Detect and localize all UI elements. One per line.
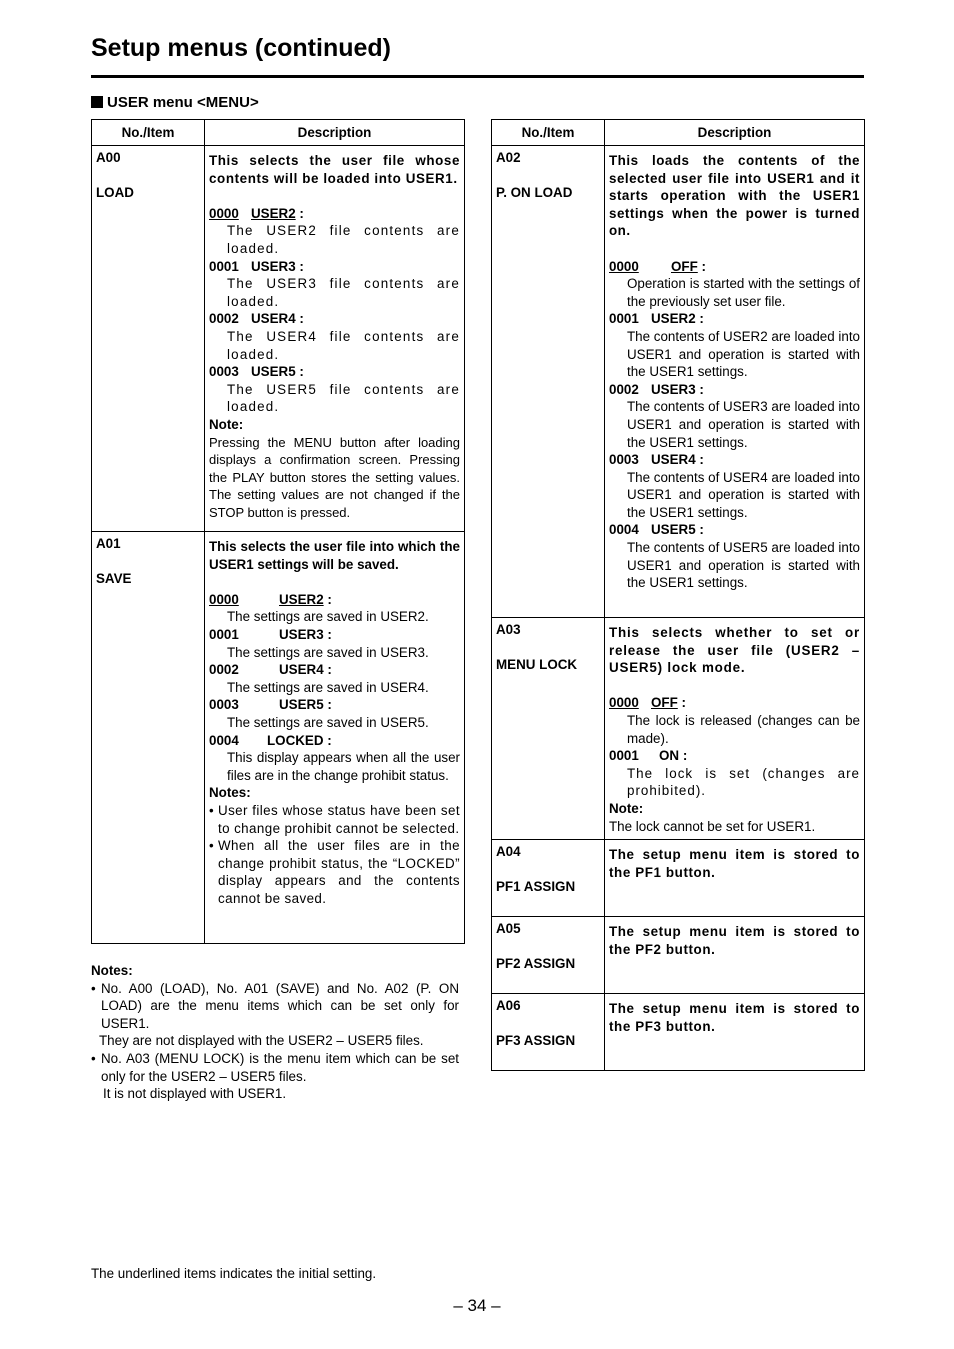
- option-desc: The USER3 file contents are loaded.: [227, 276, 460, 309]
- item-number: A03: [496, 622, 521, 637]
- list-item: • User files whose status have been set to change prohibit cannot be selected.: [209, 802, 460, 836]
- item-name: SAVE: [96, 570, 132, 586]
- option-name: USER2: [251, 205, 296, 221]
- option-name: USER3: [251, 258, 296, 274]
- item-number: A00: [96, 150, 121, 165]
- option-name: USER2: [279, 591, 324, 607]
- option-name: OFF: [671, 258, 698, 274]
- option-code: 0004: [209, 732, 239, 748]
- item-intro: This loads the contents of the selected user file into USER1 and it starts operation with the USER1 settings when the power is turned on.: [609, 153, 860, 239]
- option-desc: The settings are saved in USER2.: [227, 609, 429, 625]
- item-intro: The setup menu item is stored to the PF2 button.: [609, 924, 860, 957]
- option-code: 0000: [609, 258, 639, 274]
- title-rule: [91, 75, 864, 78]
- left-menu-table: [91, 119, 465, 944]
- table-row-a02: A02 P. ON LOAD This loads the contents of the selected user file into USER1 and it starts operation with the USER1 settings when the power is turned on. 0000 OFF : Operation is started with the settings of the previously set user file. 0001 USER2 : The contents of USER2 are loaded into USER1 and operation is started with the USER1 settings. 0002 USER3 : The contents of USER3 are loaded into USER1 and operation is started with the USER1 settings. 0003 USER4 : The contents of USER4 are loaded into USER1 and operation is started with the USER1 settings. 0004 USER5 : The contents of USER5 are loaded into USER1 and operation is started with the USER1 settings.: [492, 146, 865, 618]
- footer-note: The underlined items indicates the initial setting.: [91, 1266, 377, 1281]
- option-code: 0001: [209, 626, 239, 642]
- option-desc: Operation is started with the settings of the previously set user file.: [627, 276, 860, 309]
- list-item: • No. A00 (LOAD), No. A01 (SAVE) and No. A02 (P. ON LOAD) are the menu items which can be set only for USER1.: [91, 980, 459, 1031]
- table-row-a01: A01 SAVE This selects the user file into which the USER1 settings will be saved. 0000 USER2 : The settings are saved in USER2. 0001 USER3 : The settings are saved in USER3. 0002 USER4 : The settings are saved in USER4. 0003 USER5 : The settings are saved in USER5. 0004 LOCKED : This display appears when all the user files are in the change prohibit status. Notes: • User files whose status have been set to change prohibit cannot be selected. • When all the user files are in the change prohibit status, the “LOCKED” display appears and the contents cannot be saved.: [92, 532, 465, 944]
- option-desc: The lock is released (changes can be made).: [627, 712, 860, 746]
- table-row-a00: A00 LOAD This selects the user file whose contents will be loaded into USER1. 0000 USER2 : The USER2 file contents are loaded. 0001 USER3 : The USER3 file contents are loaded. 0002 USER4 : The USER4 file contents are loaded. 0003 USER5 : The USER5 file contents are loaded. Note: Pressing the MENU button after loading displays a confirmation screen. Pressing the PLAY button stores the setting values. The setting values are not changed if the STOP button is pressed.: [92, 146, 465, 532]
- option-desc: The contents of USER4 are loaded into USER1 and operation is started with the USER1 settings.: [627, 469, 860, 520]
- col-header-desc: Description: [205, 120, 465, 146]
- page-number: – 34 –: [453, 1296, 501, 1315]
- option-desc: The settings are saved in USER3.: [227, 644, 429, 660]
- col-header-no: No./Item: [92, 120, 205, 146]
- option-name: USER2: [651, 311, 696, 327]
- option-desc: The USER5 file contents are loaded.: [227, 381, 460, 415]
- option-code: 0000: [609, 695, 639, 711]
- item-name: PF3 ASSIGN: [496, 1032, 576, 1048]
- option-desc: The settings are saved in USER4.: [227, 679, 429, 695]
- item-intro: The setup menu item is stored to the PF1 button.: [609, 847, 860, 880]
- square-bullet-icon: [91, 96, 103, 108]
- item-number: A05: [496, 921, 521, 937]
- option-desc: The contents of USER2 are loaded into USER1 and operation is started with the USER1 settings.: [627, 328, 860, 380]
- note-continuation: They are not displayed with the USER2 – USER5 files.: [99, 1033, 424, 1049]
- note-continuation: It is not displayed with USER1.: [103, 1086, 287, 1102]
- option-code: 0001: [609, 748, 639, 764]
- option-name: USER5: [279, 697, 324, 713]
- option-name: USER5: [251, 364, 296, 380]
- option-desc: The USER4 file contents are loaded.: [227, 328, 460, 362]
- note-label: Note:: [609, 800, 644, 816]
- option-code: 0002: [209, 311, 239, 327]
- option-code: 0004: [609, 522, 639, 538]
- item-number: A04: [496, 844, 521, 860]
- item-number: A01: [96, 536, 121, 551]
- option-name: USER3: [651, 381, 696, 397]
- option-desc: The contents of USER5 are loaded into USER1 and operation is started with the USER1 settings.: [627, 540, 860, 591]
- option-name: OFF: [651, 695, 678, 711]
- table-row-a04: [492, 840, 865, 917]
- option-code: 0003: [609, 452, 639, 468]
- option-code: 0003: [209, 364, 239, 380]
- item-intro: This selects the user file whose contents will be loaded into USER1.: [209, 153, 460, 186]
- option-code: 0002: [609, 381, 639, 397]
- table-row-a03: A03 MENU LOCK This selects whether to set or release the user file (USER2 – USER5) lock mode. 0000 OFF : The lock is released (changes can be made). 0001 ON : The lock is set (changes are prohibited). Note: The lock cannot be set for USER1.: [492, 618, 865, 840]
- note-label: Note:: [209, 416, 244, 432]
- option-name: ON: [659, 748, 680, 764]
- item-intro: This selects the user file into which the USER1 settings will be saved.: [209, 539, 460, 572]
- section-heading: [91, 94, 259, 111]
- option-name: USER3: [279, 626, 324, 642]
- option-name: USER4: [651, 452, 696, 468]
- item-number: A06: [496, 998, 521, 1014]
- list-item: • No. A03 (MENU LOCK) is the menu item which can be set only for the USER2 – USER5 files.: [91, 1050, 459, 1084]
- section-label: USER menu <MENU>: [107, 94, 259, 111]
- item-name: MENU LOCK: [496, 656, 578, 672]
- option-desc: The contents of USER3 are loaded into USER1 and operation is started with the USER1 settings.: [627, 399, 860, 450]
- item-intro: This selects whether to set or release the user file (USER2 – USER5) lock mode.: [609, 625, 860, 676]
- right-menu-table: [491, 119, 865, 1071]
- option-desc: The USER2 file contents are loaded.: [227, 223, 460, 256]
- table-row-a06: [492, 994, 865, 1071]
- option-name: USER5: [651, 522, 696, 538]
- option-code: 0003: [209, 697, 239, 713]
- option-code: 0002: [209, 662, 239, 678]
- notes-label: Notes:: [209, 785, 251, 801]
- col-header-no: No./Item: [492, 120, 605, 146]
- table-row-a05: [492, 917, 865, 994]
- item-number: A02: [496, 150, 521, 165]
- option-code: 0001: [609, 311, 639, 327]
- item-name: PF1 ASSIGN: [496, 878, 576, 894]
- option-desc: The lock is set (changes are prohibited).: [627, 765, 860, 799]
- notes-label: Notes:: [91, 963, 133, 978]
- option-code: 0001: [209, 258, 239, 274]
- item-intro: The setup menu item is stored to the PF3 button.: [609, 1001, 860, 1034]
- note-text: The lock cannot be set for USER1.: [609, 818, 816, 834]
- item-name: PF2 ASSIGN: [496, 955, 576, 971]
- item-name: LOAD: [96, 184, 134, 200]
- option-code: 0000: [209, 591, 239, 607]
- list-item: • When all the user files are in the change prohibit status, the “LOCKED” display appears and the contents cannot be saved.: [209, 838, 460, 906]
- option-desc: This display appears when all the user files are in the change prohibit status.: [227, 750, 460, 783]
- option-name: USER4: [251, 311, 296, 327]
- col-header-desc: Description: [605, 120, 865, 146]
- footnotes: [91, 962, 459, 1103]
- option-code: 0000: [209, 205, 239, 221]
- option-desc: The settings are saved in USER5.: [227, 714, 429, 730]
- option-name: USER4: [279, 662, 324, 678]
- option-name: LOCKED: [267, 732, 324, 748]
- item-name: P. ON LOAD: [496, 184, 573, 200]
- note-text: Pressing the MENU button after loading displays a confirmation screen. Pressing the PLAY button stores the setting values. The setting values are not changed if the STOP button is pressed.: [209, 434, 460, 520]
- page-title: Setup menus (continued): [91, 34, 391, 62]
